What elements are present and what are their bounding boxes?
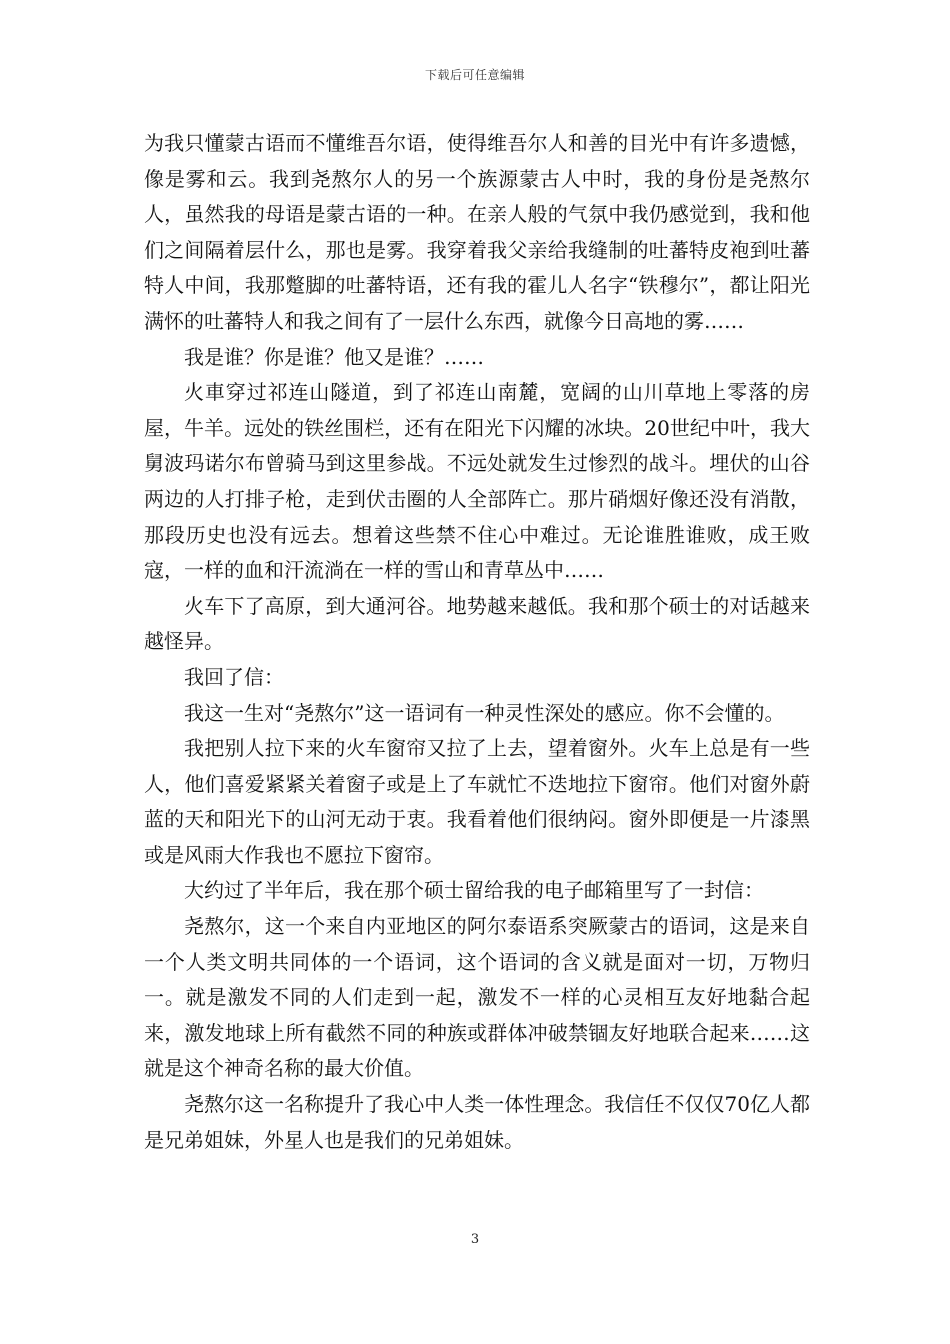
document-body	[144, 126, 810, 1158]
page-header: 下载后可任意编辑	[424, 68, 525, 82]
paragraph: 火车下了高原，到大通河谷。地势越来越低。我和那个硕士的对话越来越怪异。	[144, 593, 810, 654]
paragraph: 大约过了半年后，我在那个硕士留给我的电子邮箱里写了一封信：	[184, 878, 764, 903]
paragraph: 火車穿过祁连山隧道，到了祁连山南麓，宽阔的山川草地上零落的房屋，牛羊。远处的铁丝围栏，还有在阳光下闪耀的冰块。20世纪中叶，我大舅波玛诺尔布曾骑马到这里参战。不远处就发生过惨烈的战斗。埋伏的山谷两边的人打排子枪，走到伏击圈的人全部阵亡。那片硝烟好像还没有消散，那段历史也没有远去。想着这些禁不住心中难过。无论谁胜谁败，成王败寇，一样的血和汗流淌在一样的雪山和青草丛中……	[144, 380, 810, 583]
paragraph: 为我只懂蒙古语而不懂维吾尔语，使得维吾尔人和善的目光中有许多遗憾，像是雾和云。我到尧熬尔人的另一个族源蒙古人中时，我的身份是尧熬尔人，虽然我的母语是蒙古语的一种。在亲人般的气氛中我仍感觉到，我和他们之间隔着层什么，那也是雾。我穿着我父亲给我缝制的吐蕃特皮袍到吐蕃特人中间，我那蹩脚的吐蕃特语，还有我的霍儿人名字“铁穆尔”，都让阳光满怀的吐蕃特人和我之间有了一层什么东西，就像今日高地的雾……	[144, 131, 810, 333]
paragraph: 我是谁？你是谁？他又是谁？……	[184, 344, 484, 369]
paragraph: 尧熬尔，这一个来自内亚地区的阿尔泰语系突厥蒙古的语词，这是来自一个人类文明共同体的一个语词，这个语词的含义就是面对一切，万物归一。就是激发不同的人们走到一起，激发不一样的心灵相互友好地黏合起来，激发地球上所有截然不同的种族或群体冲破禁锢友好地联合起来……这就是这个神奇名称的最大价值。	[144, 914, 810, 1081]
paragraph: 我这一生对“尧熬尔”这一语词有一种灵性深处的感应。你不会懂的。	[184, 700, 785, 725]
page-number: 3	[470, 1232, 480, 1247]
paragraph: 我把别人拉下来的火车窗帘又拉了上去，望着窗外。火车上总是有一些人，他们喜爱紧紧关着窗子或是上了车就忙不迭地拉下窗帘。他们对窗外蔚蓝的天和阳光下的山河无动于衷。我看着他们很纳闷。窗外即便是一片漆黑或是风雨大作我也不愿拉下窗帘。	[144, 736, 810, 867]
paragraph: 我回了信：	[184, 664, 284, 689]
paragraph: 尧熬尔这一名称提升了我心中人类一体性理念。我信任不仅仅70亿人都是兄弟姐妹，外星人也是我们的兄弟姐妹。	[144, 1092, 810, 1152]
